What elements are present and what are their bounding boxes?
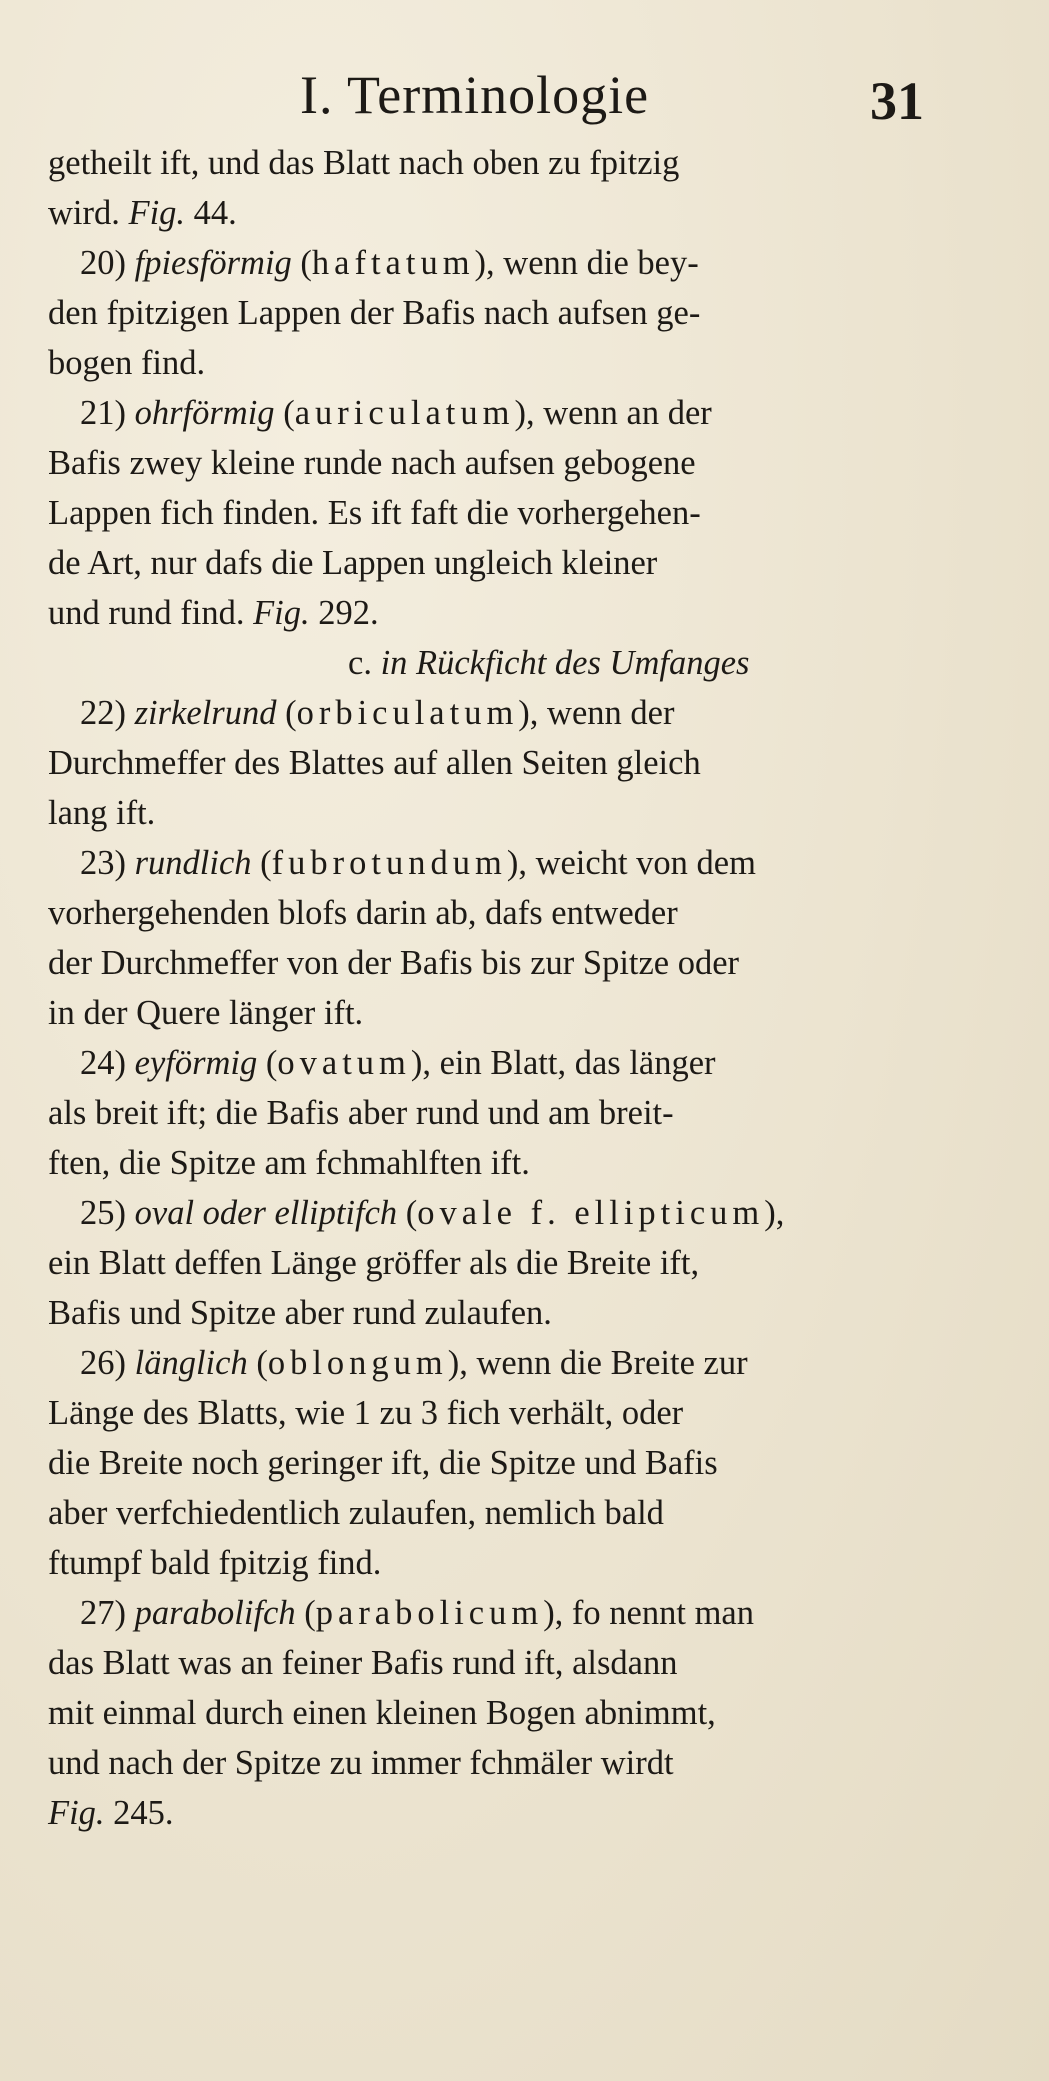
text-segment: lang ift. [48,794,156,832]
text-line [48,1388,1028,1438]
text-segment: in der Quere länger ift. [48,994,364,1032]
text-segment: Durchmeffer des Blattes auf allen Seiten gleich [48,744,701,782]
italic-term: zirkelrund [134,694,277,732]
text-segment: das Blatt was an feiner Bafis rund ift, alsdann [48,1644,678,1682]
text-segment: 22) [80,694,135,732]
text-segment: getheilt ift, und das Blatt nach oben zu fpitzig [48,144,680,182]
text-segment: 24) [80,1044,135,1082]
latin-term: auriculatum [294,394,515,432]
text-segment: ften, die Spitze am fchmahlften ift. [48,1144,530,1182]
text-line [48,1438,1028,1488]
text-line [48,838,1028,888]
text-line [48,1488,1028,1538]
text-segment: c. [348,644,381,682]
latin-term: parabolicum [315,1594,544,1632]
italic-term: in Rückficht des Umfanges [380,644,750,682]
text-line [48,488,1028,538]
text-segment: de Art, nur dafs die Lappen ungleich kleiner [48,544,658,582]
text-line [48,238,1028,288]
text-segment: 23) [80,844,135,882]
text-segment: ( [247,1344,268,1382]
text-segment: ), weicht von dem [506,844,756,882]
text-line [48,888,1028,938]
text-segment: wird. [48,194,129,232]
text-line [48,538,1028,588]
running-title: I. Terminologie [300,65,650,125]
text-segment: der Durchmeffer von der Bafis bis zur Spitze oder [48,944,740,982]
italic-term: parabolifch [134,1594,296,1632]
text-line [48,188,1028,238]
text-segment: ), wenn der [518,694,675,732]
text-segment: ), wenn die Breite zur [447,1344,748,1382]
text-line [48,1588,1028,1638]
italic-term: eyförmig [134,1044,258,1082]
text-segment: 20) [80,244,135,282]
text-segment: ), fo nennt man [543,1594,754,1632]
page-header [0,60,1049,130]
text-segment: ), wenn an der [514,394,712,432]
italic-term: oval oder elliptifch [134,1194,398,1232]
text-line [48,1538,1028,1588]
text-line [48,1188,1028,1238]
text-line [48,388,1028,438]
text-segment: ( [397,1194,418,1232]
text-segment: 292. [309,594,379,632]
text-segment: ), [764,1194,785,1232]
text-segment: ein Blatt deffen Länge gröffer als die Breite ift, [48,1244,700,1282]
italic-term: rundlich [134,844,252,882]
text-segment: als breit ift; die Bafis aber rund und am breit- [48,1094,674,1132]
section-heading [48,638,1028,688]
text-segment: Bafis zwey kleine runde nach aufsen gebogene [48,444,696,482]
text-segment: ( [274,394,295,432]
text-line [48,138,1028,188]
text-line [48,988,1028,1038]
body-text [48,138,1028,1838]
text-segment: und nach der Spitze zu immer fchmäler wirdt [48,1744,674,1782]
text-segment: Länge des Blatts, wie 1 zu 3 fich verhält, oder [48,1394,684,1432]
latin-term: orbiculatum [296,694,519,732]
text-segment: 245. [104,1794,174,1832]
text-line [48,438,1028,488]
text-segment: bogen find. [48,344,206,382]
text-line [48,588,1028,638]
text-segment: ( [257,1044,278,1082]
text-line [48,1138,1028,1188]
text-line [48,1788,1028,1838]
italic-term: ohrförmig [134,394,275,432]
text-segment: 44. [185,194,237,232]
text-line [48,1688,1028,1738]
text-segment: vorhergehenden blofs darin ab, dafs entweder [48,894,678,932]
text-line [48,1338,1028,1388]
text-segment: die Breite noch geringer ift, die Spitze und Bafis [48,1444,718,1482]
text-segment: mit einmal durch einen kleinen Bogen abnimmt, [48,1694,716,1732]
text-segment: ( [295,1594,316,1632]
text-segment: ( [276,694,297,732]
italic-term: länglich [134,1344,248,1382]
latin-term: oblongum [267,1344,448,1382]
latin-term: haftatum [311,244,475,282]
text-segment: 21) [80,394,135,432]
italic-term: Fig. [253,594,310,632]
text-segment: ftumpf bald fpitzig find. [48,1544,382,1582]
text-line [48,1288,1028,1338]
italic-term: Fig. [48,1794,105,1832]
text-line [48,688,1028,738]
text-segment: 25) [80,1194,135,1232]
text-segment: ( [251,844,272,882]
text-segment: 26) [80,1344,135,1382]
text-segment: Bafis und Spitze aber rund zulaufen. [48,1294,552,1332]
latin-term: ovatum [277,1044,411,1082]
text-segment: Lappen fich finden. Es ift faft die vorhergehen- [48,494,701,532]
text-segment: den fpitzigen Lappen der Bafis nach aufsen ge- [48,294,701,332]
text-line [48,788,1028,838]
text-segment: 27) [80,1594,135,1632]
latin-term: fubrotundum [271,844,507,882]
text-segment: aber verfchiedentlich zulaufen, nemlich bald [48,1494,664,1532]
text-line [48,738,1028,788]
text-line [48,1088,1028,1138]
text-segment: und rund find. [48,594,254,632]
latin-term: ovale f. ellipticum [417,1194,765,1232]
page-number: 31 [870,71,924,131]
text-segment: ), ein Blatt, das länger [410,1044,716,1082]
text-segment: ( [291,244,312,282]
text-line [48,1638,1028,1688]
text-line [48,1238,1028,1288]
text-segment: ), wenn die bey- [474,244,699,282]
italic-term: Fig. [128,194,186,232]
text-line [48,1038,1028,1088]
text-line [48,338,1028,388]
italic-term: fpiesförmig [134,244,292,282]
text-line [48,1738,1028,1788]
text-line [48,938,1028,988]
text-line [48,288,1028,338]
